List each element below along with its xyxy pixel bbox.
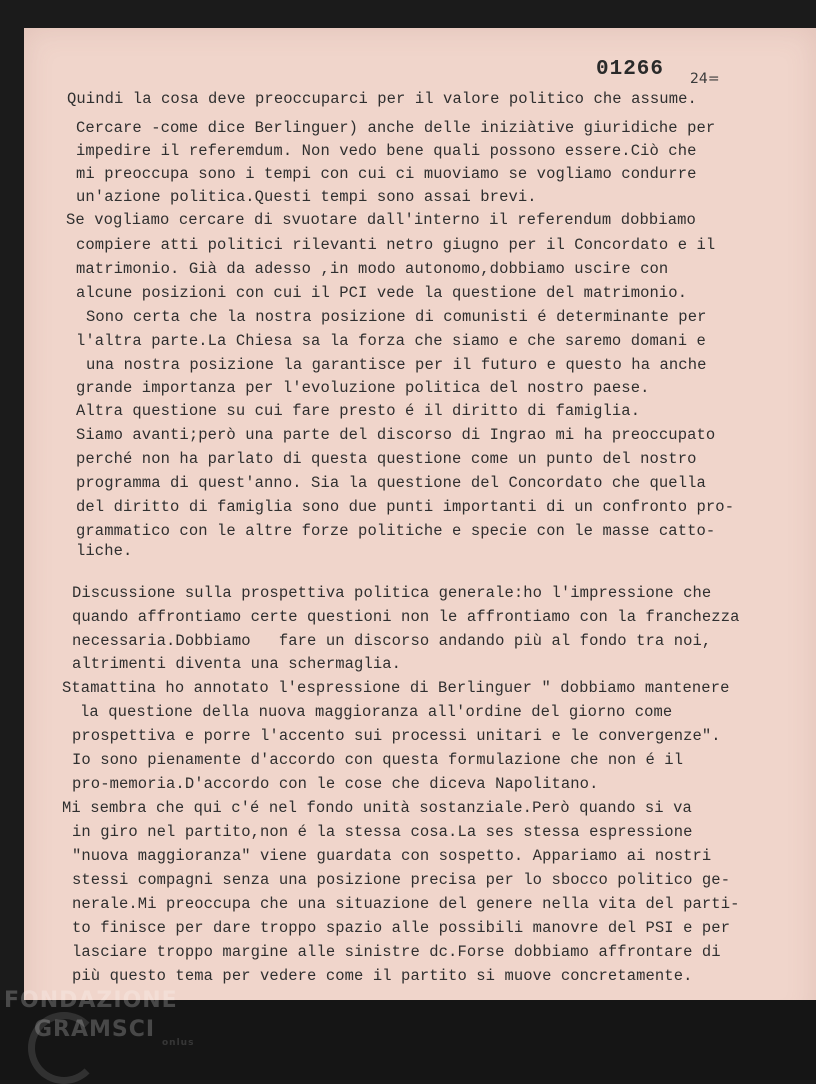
watermark-line2: GRAMSCI (34, 1017, 156, 1042)
text-line: impedire il referemdum. Non vedo bene quali possono essere.Ciò che (76, 142, 697, 160)
text-line: compiere atti politici rilevanti netro giugno per il Concordato e il (76, 236, 716, 254)
text-line: altrimenti diventa una schermaglia. (72, 655, 402, 673)
text-line: liche. (76, 542, 133, 560)
text-line: lasciare troppo margine alle sinistre dc.Forse dobbiamo affrontare di (72, 943, 721, 961)
text-line: to finisce per dare troppo spazio alle possibili manovre del PSI e per (72, 919, 731, 937)
text-line: più questo tema per vedere come il partito si muove concretamente. (72, 967, 693, 985)
text-line: Quindi la cosa deve preoccuparci per il valore politico che assume. (67, 90, 697, 108)
text-line: necessaria.Dobbiamo fare un discorso andando più al fondo tra noi, (72, 632, 712, 650)
text-line: mi preoccupa sono i tempi con cui ci muoviamo se vogliamo condurre (76, 165, 697, 183)
text-line: nerale.Mi preoccupa che una situazione del genere nella vita del parti- (72, 895, 740, 913)
text-line: perché non ha parlato di questa questione come un punto del nostro (76, 450, 697, 468)
text-line: alcune posizioni con cui il PCI vede la questione del matrimonio. (76, 284, 688, 302)
text-line: Siamo avanti;però una parte del discorso di Ingrao mi ha preoccupato (76, 426, 716, 444)
text-line: pro-memoria.D'accordo con le cose che diceva Napolitano. (72, 775, 599, 793)
text-line: un'azione politica.Questi tempi sono assai brevi. (76, 188, 537, 206)
typewritten-text (0, 88, 816, 985)
text-line: grande importanza per l'evoluzione politica del nostro paese. (76, 379, 650, 397)
text-line: Sono certa che la nostra posizione di comunisti é determinante per (86, 308, 707, 326)
text-line: in giro nel partito,non é la stessa cosa.La ses stessa espressione (72, 823, 693, 841)
text-line: la questione della nuova maggioranza all'ordine del giorno come (80, 703, 673, 721)
text-line: del diritto di famiglia sono due punti importanti di un confronto pro- (76, 498, 735, 516)
text-line: Se vogliamo cercare di svuotare dall'interno il referendum dobbiamo (66, 211, 696, 229)
text-line: matrimonio. Già da adesso ,in modo autonomo,dobbiamo uscire con (76, 260, 669, 278)
page-number: 24= (690, 71, 720, 87)
text-line: Cercare -come dice Berlinguer) anche delle iniziàtive giuridiche per (76, 119, 716, 137)
watermark (4, 988, 194, 1048)
text-line: Io sono pienamente d'accordo con questa formulazione che non é il (72, 751, 684, 769)
text-line: stessi compagni senza una posizione precisa per lo sbocco politico ge- (72, 871, 731, 889)
archive-number: 01266 (596, 58, 665, 81)
text-line: quando affrontiamo certe questioni non le affrontiamo con la franchezza (72, 608, 740, 626)
text-line: Mi sembra che qui c'é nel fondo unità sostanziale.Però quando si va (62, 799, 692, 817)
watermark-line3: onlus (162, 1038, 195, 1048)
text-line: Altra questione su cui fare presto é il diritto di famiglia. (76, 402, 641, 420)
watermark-line1: FONDAZIONE (4, 988, 178, 1013)
text-line: programma di quest'anno. Sia la questione del Concordato che quella (76, 474, 706, 492)
text-line: Discussione sulla prospettiva politica generale:ho l'impressione che (72, 584, 712, 602)
text-line: prospettiva e porre l'accento sui processi unitari e le convergenze". (72, 727, 721, 745)
text-line: l'altra parte.La Chiesa sa la forza che siamo e che saremo domani e (76, 332, 706, 350)
text-line: grammatico con le altre forze politiche e specie con le masse catto- (76, 522, 716, 540)
text-line: Stamattina ho annotato l'espressione di Berlinguer " dobbiamo mantenere (62, 679, 730, 697)
text-line: una nostra posizione la garantisce per il futuro e questo ha anche (86, 356, 707, 374)
text-line: "nuova maggioranza" viene guardata con sospetto. Appariamo ai nostri (72, 847, 712, 865)
